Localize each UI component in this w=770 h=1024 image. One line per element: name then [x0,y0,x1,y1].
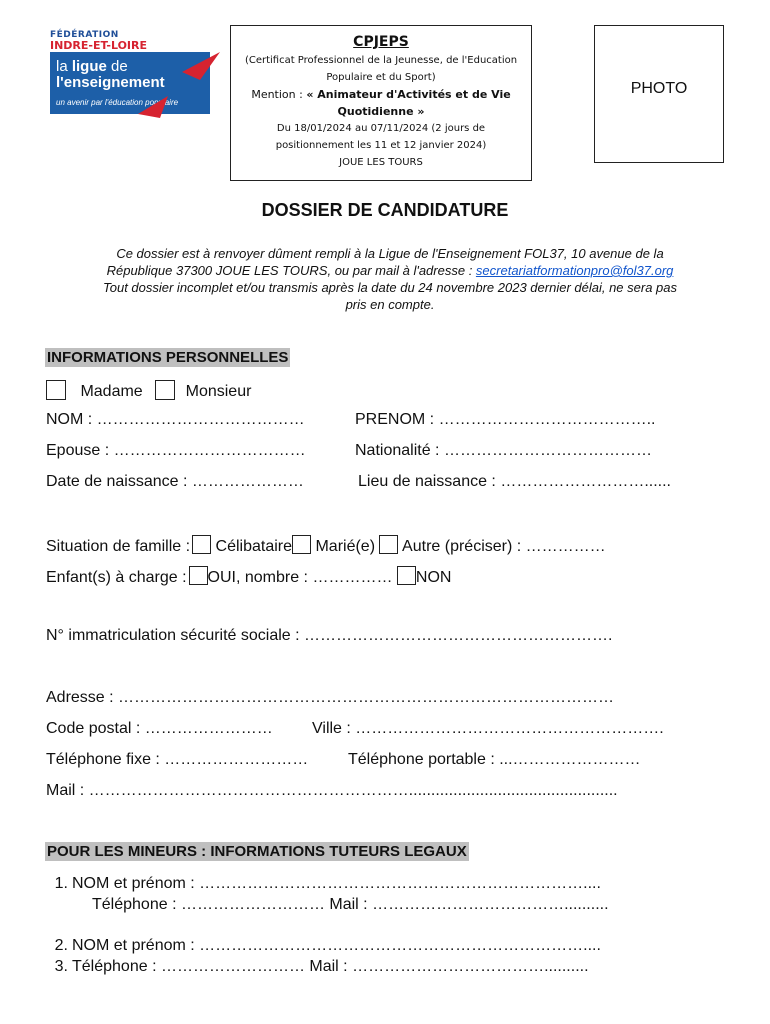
program-mention: Mention : « Animateur d'Activités et de Vie Quotidienne » [251,88,511,118]
logo-arrow-icon [50,30,230,120]
photo-label: PHOTO [630,80,688,97]
marie-checkbox[interactable] [292,535,311,554]
secu-field[interactable]: N° immatriculation sécurité sociale : …………………………………………………. [46,627,613,644]
ville-field[interactable]: Ville : …………………………………………………. [312,720,664,737]
intro-line-4: pris en compte. [345,297,435,312]
logo-tagline: un avenir par l'éducation populaire [56,98,179,107]
program-subtitle: (Certificat Professionnel de la Jeunesse, de l'Education Populaire et du Sport) [244,55,518,83]
code-postal-field[interactable]: Code postal : …………………… [46,720,273,737]
autre-label[interactable]: Autre (préciser) : …………… [402,538,606,555]
tel-fixe-field[interactable]: Téléphone fixe : ……………………… [46,751,309,768]
marie-label: Marié(e) [315,538,376,555]
program-location: JOUE LES TOURS [339,157,423,168]
oui-checkbox[interactable] [189,566,208,585]
logo-department-text: INDRE-ET-LOIRE [50,39,147,52]
guardian-3-phone-field[interactable]: Téléphone : ……………………… Mail : ……………………………….......... [72,958,589,975]
email-link[interactable]: secretariatformationpro@fol37.org [475,263,674,278]
situation-famille-row [46,535,606,556]
ligue-enseignement-logo [50,30,212,114]
mail-field[interactable]: Mail : ……………………………………………………............................................... [46,782,618,799]
guardian-1-name-field[interactable]: NOM et prénom : ……………………………………………………………….... [72,875,601,892]
madame-label: Madame [80,383,143,400]
nationalite-field[interactable]: Nationalité : ………………………………… [355,442,652,459]
autre-checkbox[interactable] [379,535,398,554]
enfants-row [46,566,451,587]
tel-portable-field[interactable]: Téléphone portable : ...…………………… [348,751,641,768]
situation-label: Situation de famille : [46,538,191,555]
madame-checkbox[interactable] [46,380,66,400]
guardian-1-name-row [46,875,601,893]
document-title: DOSSIER DE CANDIDATURE [261,200,509,220]
prenom-field[interactable]: PRENOM : ………………………………….. [355,411,656,428]
lieu-naissance-field[interactable]: Lieu de naissance : ………………………...... [358,473,671,490]
epouse-field[interactable]: Epouse : ……………………………… [46,442,306,459]
celibataire-label: Célibataire [215,538,293,555]
adresse-field[interactable]: Adresse : ………………………………………………………………………………… [46,689,615,706]
non-checkbox[interactable] [397,566,416,585]
guardian-1-contact-field[interactable]: Téléphone : ……………………… Mail : ……………………………….......... [92,896,609,913]
non-label: NON [415,569,452,586]
guardian-2-name-row [46,937,601,955]
program-dates: Du 18/01/2024 au 07/11/2024 (2 jours de positionnement les 11 et 12 janvier 2024) [275,123,487,151]
guardian-3-phone-row [46,958,589,976]
guardian-2-name-field[interactable]: NOM et prénom : ……………………………………………………………….... [72,937,601,954]
celibataire-checkbox[interactable] [192,535,211,554]
personal-info-heading: INFORMATIONS PERSONNELLES [47,349,289,366]
logo-federation-text: FÉDÉRATION [50,30,119,40]
list-number: 2. [54,937,68,954]
monsieur-checkbox[interactable] [155,380,175,400]
date-naissance-field[interactable]: Date de naissance : ………………… [46,473,304,490]
intro-text [50,245,730,313]
monsieur-label: Monsieur [185,383,252,400]
photo-box[interactable] [594,25,724,163]
logo-line-2: l'enseignement [56,74,165,91]
list-number: 3. [54,958,68,975]
intro-line-1: Ce dossier est à renvoyer dûment rempli à la Ligue de l'Enseignement FOL37, 10 avenue de la [116,246,664,261]
program-title: CPJEPS [353,34,409,50]
oui-label[interactable]: OUI, nombre : …………… [207,569,393,586]
guardians-heading: POUR LES MINEURS : INFORMATIONS TUTEURS LEGAUX [47,843,467,860]
enfants-label: Enfant(s) à charge : [46,569,187,586]
nom-field[interactable]: NOM : ………………………………… [46,411,305,428]
civility-row [46,380,251,401]
intro-line-2: République 37300 JOUE LES TOURS, ou par mail à l'adresse : secretariatformationpro@fol37.org [106,263,674,278]
intro-line-3: Tout dossier incomplet et/ou transmis après la date du 24 novembre 2023 dernier délai, ne sera pas [102,280,678,295]
list-number: 1. [54,875,68,892]
program-info-box [230,25,532,181]
logo-line-1: la ligue de [56,58,128,75]
